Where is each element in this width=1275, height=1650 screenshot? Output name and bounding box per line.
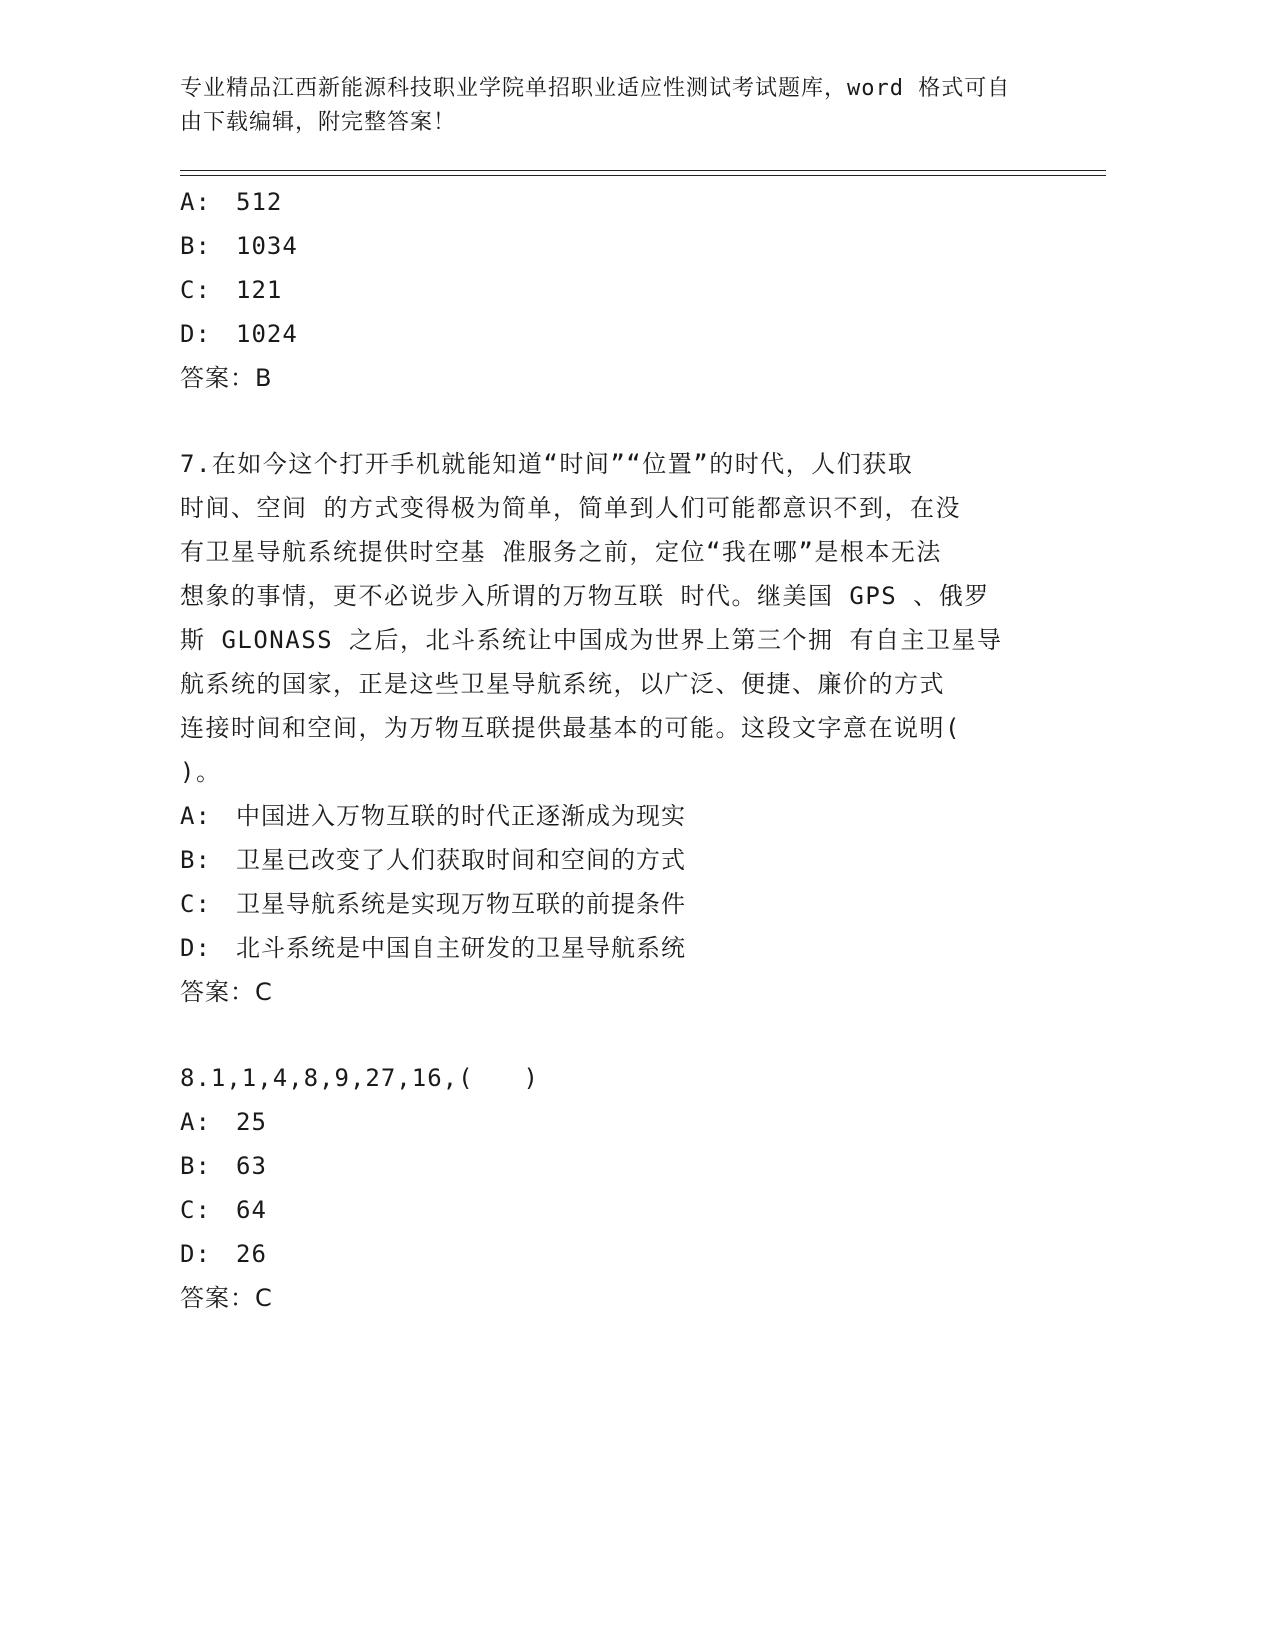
- stem-line: 连接时间和空间，为万物互联提供最基本的可能。这段文字意在说明(: [180, 714, 961, 742]
- option-text: 卫星已改变了人们获取时间和空间的方式: [236, 846, 686, 874]
- spacer: [180, 400, 1040, 442]
- option-b: [180, 224, 1040, 268]
- stem-line: 7.在如今这个打开手机就能知道“时间”“位置”的时代，人们获取: [180, 450, 914, 478]
- answer-line: 答案：B: [180, 364, 273, 392]
- header-divider-top: [180, 170, 1106, 171]
- stem-line: 想象的事情，更不必说步入所谓的万物互联 时代。继美国 GPS 、俄罗: [180, 582, 990, 610]
- option-text: 中国进入万物互联的时代正逐渐成为现实: [236, 802, 686, 830]
- question-stem: 8.1,1,4,8,9,27,16,( ): [180, 1064, 539, 1092]
- option-d: [180, 926, 1040, 970]
- option-key: A:: [180, 802, 211, 830]
- header-divider-bottom: [180, 175, 1106, 176]
- question-7: [180, 442, 1040, 1014]
- option-key: D:: [180, 934, 211, 962]
- stem-line: 有卫星导航系统提供时空基 准服务之前，定位“我在哪”是根本无法: [180, 538, 942, 566]
- option-d: [180, 1232, 1040, 1276]
- stem-line: 航系统的国家，正是这些卫星导航系统，以广泛、便捷、廉价的方式: [180, 670, 945, 698]
- answer-line: 答案：C: [180, 978, 273, 1006]
- option-text: 121: [236, 276, 283, 304]
- answer-line: 答案：C: [180, 1284, 273, 1312]
- option-key: A:: [180, 1108, 211, 1136]
- option-text: 北斗系统是中国自主研发的卫星导航系统: [236, 934, 686, 962]
- option-text: 1034: [236, 232, 298, 260]
- spacer: [180, 1014, 1040, 1056]
- option-key: D:: [180, 1240, 211, 1268]
- option-key: D:: [180, 320, 211, 348]
- stem-line: 时间、空间 的方式变得极为简单，简单到人们可能都意识不到，在没: [180, 494, 961, 522]
- question-content: [180, 180, 1040, 1320]
- option-key: B:: [180, 232, 211, 260]
- option-b: [180, 838, 1040, 882]
- option-key: C:: [180, 1196, 211, 1224]
- stem-line: )。: [180, 758, 222, 786]
- option-key: B:: [180, 1152, 211, 1180]
- option-key: C:: [180, 890, 211, 918]
- option-text: 26: [236, 1240, 267, 1268]
- option-key: B:: [180, 846, 211, 874]
- option-a: [180, 1100, 1040, 1144]
- option-c: [180, 882, 1040, 926]
- option-a: [180, 794, 1040, 838]
- header-line-2: 由下载编辑，附完整答案！: [180, 110, 457, 135]
- option-text: 512: [236, 188, 283, 216]
- option-c: [180, 1188, 1040, 1232]
- question-6: [180, 180, 1040, 400]
- option-d: [180, 312, 1040, 356]
- question-stem: [180, 442, 1040, 794]
- stem-line: 斯 GLONASS 之后，北斗系统让中国成为世界上第三个拥 有自主卫星导: [180, 626, 1003, 654]
- option-text: 卫星导航系统是实现万物互联的前提条件: [236, 890, 686, 918]
- option-a: [180, 180, 1040, 224]
- option-text: 63: [236, 1152, 267, 1180]
- page-header: [180, 72, 1040, 140]
- option-text: 64: [236, 1196, 267, 1224]
- option-text: 1024: [236, 320, 298, 348]
- option-c: [180, 268, 1040, 312]
- option-text: 25: [236, 1108, 267, 1136]
- option-key: C:: [180, 276, 211, 304]
- option-key: A:: [180, 188, 211, 216]
- question-8: [180, 1056, 1040, 1320]
- option-b: [180, 1144, 1040, 1188]
- header-line-1: 专业精品江西新能源科技职业学院单招职业适应性测试考试题库，word 格式可自: [180, 76, 1011, 101]
